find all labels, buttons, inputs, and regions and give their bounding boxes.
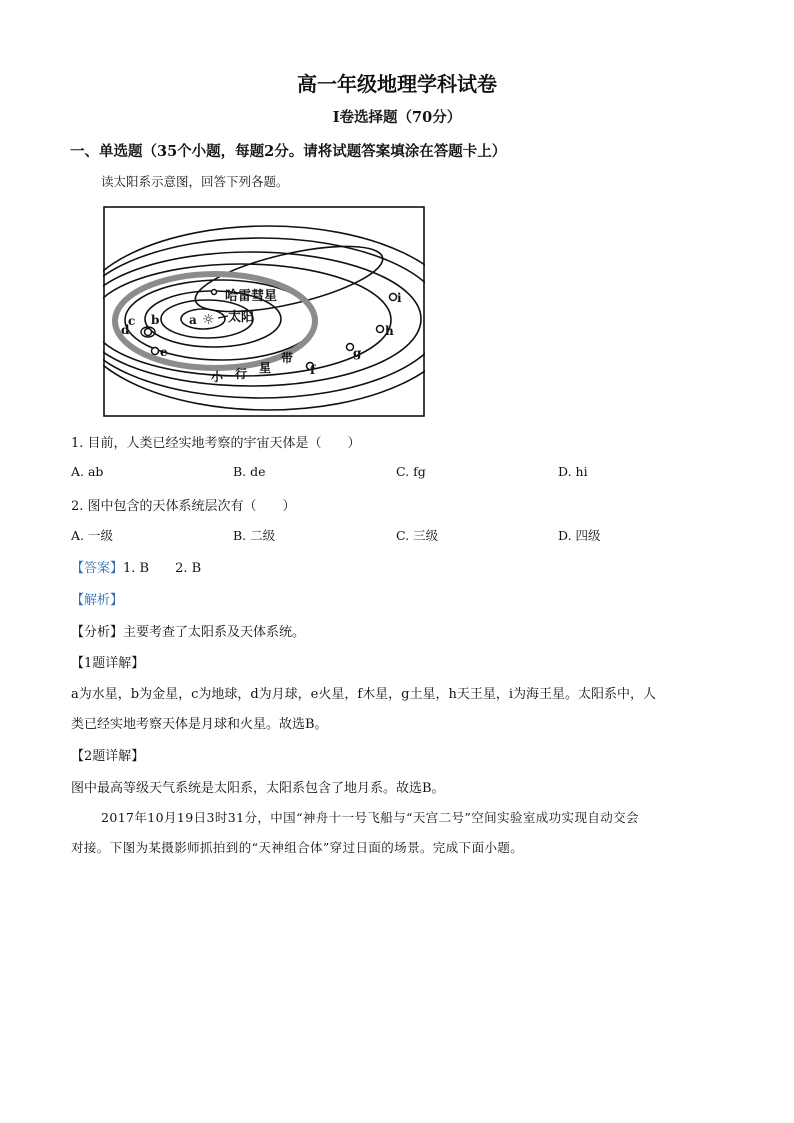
- planet-i: [390, 294, 397, 301]
- planet-h: [377, 326, 384, 333]
- detail1-line1: a为水星，b为金星，c为地球，d为月球，e火星，f木星，g土星，h天王星，i为海王星。太阳系中，人: [71, 687, 657, 702]
- belt-char-4: 带: [281, 351, 294, 365]
- label-f: f: [310, 363, 316, 377]
- q1-option-b[interactable]: B. de: [233, 464, 266, 479]
- solar-system-diagram: [103, 206, 425, 417]
- q2-option-a[interactable]: A. 一级: [71, 528, 113, 543]
- passage-line1: 2017年10月19日3时31分，中国“神舟十一号飞船与“天宫二号”空间实验室成功实现自动交会: [101, 810, 639, 825]
- label-e: e: [160, 345, 168, 359]
- label-sun: 太阳: [228, 310, 255, 325]
- q1-option-d[interactable]: D. hi: [558, 464, 588, 479]
- question-intro: 读太阳系示意图，回答下列各题。: [101, 174, 289, 189]
- halley-comet: [212, 290, 217, 295]
- section-heading: 一、单选题（35个小题，每题2分。请将试题答案填涂在答题卡上）: [70, 143, 507, 160]
- detail1-tag: 【1题详解】: [71, 656, 145, 671]
- q1-option-a[interactable]: A. ab: [71, 464, 104, 479]
- analysis-label: 【分析】: [71, 625, 124, 640]
- planet-c: [145, 329, 152, 336]
- label-g: g: [353, 346, 362, 360]
- answer-line: [71, 557, 201, 576]
- label-h: h: [385, 324, 394, 338]
- label-halley: 哈雷彗星: [225, 289, 278, 304]
- belt-char-1: 小: [211, 370, 224, 384]
- q2-option-b[interactable]: B. 二级: [233, 528, 276, 543]
- label-d: d: [121, 323, 130, 337]
- question-1: 1. 目前，人类已经实地考察的宇宙天体是（ ）: [71, 436, 361, 451]
- page-title: 高一年级地理学科试卷: [297, 72, 497, 96]
- detail2-line1: 图中最高等级天气系统是太阳系，太阳系包含了地月系。故选B。: [71, 781, 445, 796]
- passage-line2: 对接。下图为某摄影师抓拍到的“天神组合体”穿过日面的场景。完成下面小题。: [71, 840, 524, 855]
- belt-char-3: 星: [259, 361, 272, 375]
- answer-tag: 【答案】: [71, 561, 124, 576]
- analysis-tag: 【解析】: [71, 593, 124, 608]
- detail2-tag: 【2题详解】: [71, 749, 145, 764]
- label-a: a: [189, 313, 197, 327]
- q2-option-d[interactable]: D. 四级: [558, 528, 601, 543]
- page-subtitle: I卷选择题（70分）: [332, 109, 462, 126]
- q2-option-c[interactable]: C. 三级: [396, 528, 439, 543]
- label-c: c: [128, 314, 136, 328]
- belt-char-2: 行: [235, 367, 248, 381]
- answer-text: 1. B 2. B: [123, 561, 202, 576]
- label-b: b: [151, 313, 160, 327]
- planet-e: [152, 348, 159, 355]
- sun-icon: ☼: [202, 312, 215, 328]
- detail1-line2: 类已经实地考察天体是月球和火星。故选B。: [71, 717, 328, 732]
- analysis-text: 主要考查了太阳系及天体系统。: [123, 625, 306, 640]
- label-i: i: [397, 291, 402, 305]
- question-2: 2. 图中包含的天体系统层次有（ ）: [71, 499, 296, 514]
- q1-option-c[interactable]: C. fg: [396, 464, 426, 479]
- analysis-line: [71, 621, 305, 640]
